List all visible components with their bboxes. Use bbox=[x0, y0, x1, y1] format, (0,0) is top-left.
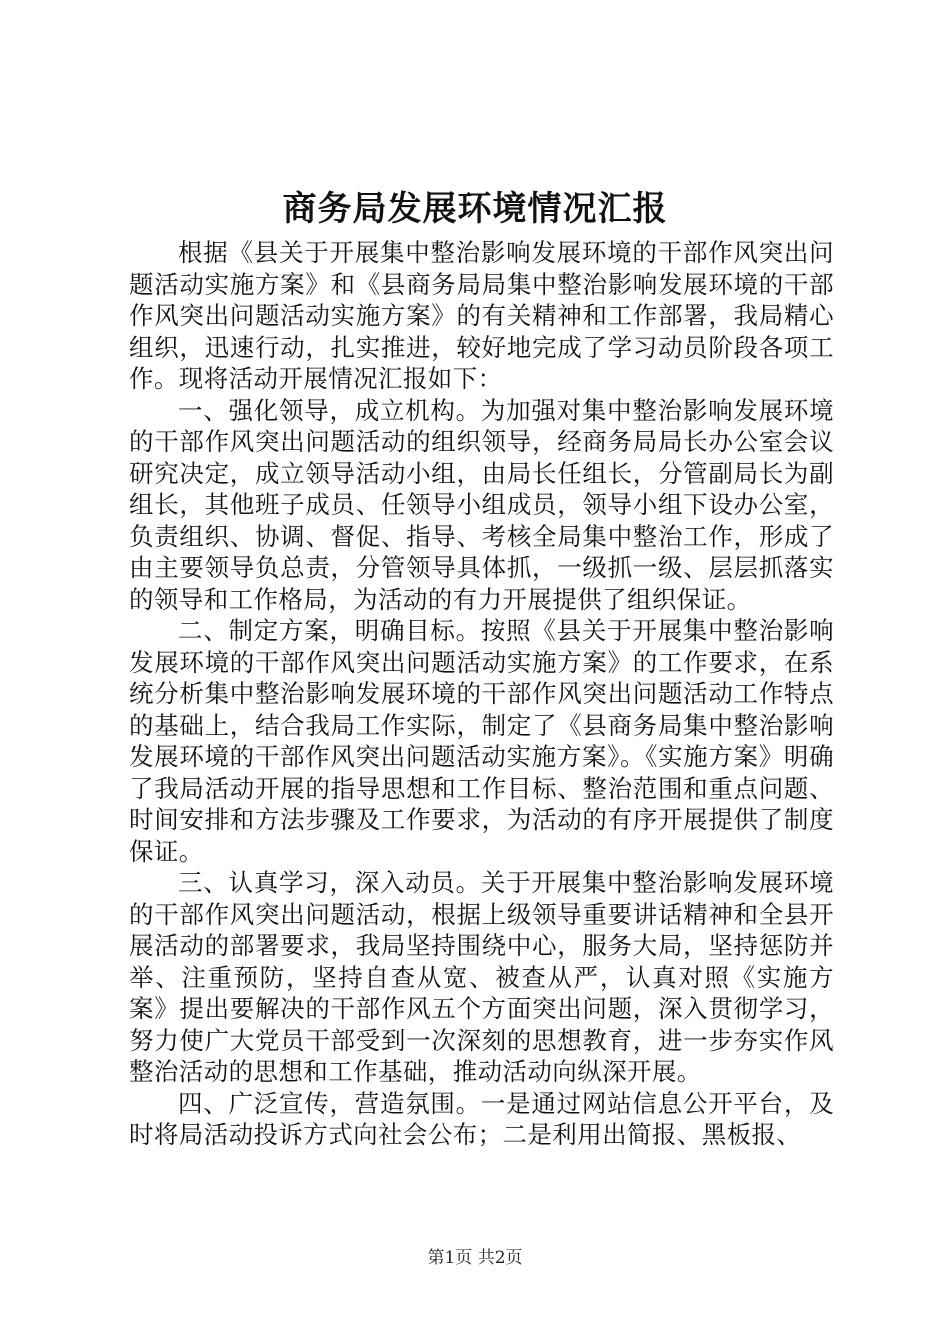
paragraph-section-2: 二、制定方案，明确目标。按照《县关于开展集中整治影响发展环境的干部作风突出问题活动实施方案》的工作要求，在系统分析集中整治影响发展环境的干部作风突出问题活动工作特点的基础上，结合我局工作实际，制定了《县商务局集中整治影响发展环境的干部作风突出问题活动实施方案》。《实施方案》明确了我局活动开展的指导思想和工作目标、整治范围和重点问题、时间安排和方法步骤及工作要求，为活动的有序开展提供了制度保证。 bbox=[129, 616, 834, 866]
paragraph-intro: 根据《县关于开展集中整治影响发展环境的干部作风突出问题活动实施方案》和《县商务局局集中整治影响发展环境的干部作风突出问题活动实施方案》的有关精神和工作部署，我局精心组织，迅速行动，扎实推进，较好地完成了学习动员阶段各项工作。现将活动开展情况汇报如下： bbox=[129, 238, 834, 393]
document-body bbox=[129, 237, 834, 1151]
page-number-footer: 第1页 共2页 bbox=[427, 1248, 523, 1268]
paragraph-section-3: 三、认真学习，深入动员。关于开展集中整治影响发展环境的干部作风突出问题活动，根据上级领导重要讲话精神和全县开展活动的部署要求，我局坚持围绕中心，服务大局，坚持惩防并举、注重预防，坚持自查从宽、被查从严，认真对照《实施方案》提出要解决的干部作风五个方面突出问题，深入贯彻学习，努力使广大党员干部受到一次深刻的思想教育，进一步夯实作风整治活动的思想和工作基础，推动活动向纵深开展。 bbox=[129, 868, 834, 1086]
document-title: 商务局发展环境情况汇报 bbox=[282, 189, 668, 229]
paragraph-section-4: 四、广泛宣传，营造氛围。一是通过网站信息公开平台，及时将局活动投诉方式向社会公布；二是利用出简报、黑板报、 bbox=[129, 1088, 834, 1149]
paragraph-section-1: 一、强化领导，成立机构。为加强对集中整治影响发展环境的干部作风突出问题活动的组织领导，经商务局局长办公室会议研究决定，成立领导活动小组，由局长任组长，分管副局长为副组长，其他班子成员、任领导小组成员，领导小组下设办公室，负责组织、协调、督促、指导、考核全局集中整治工作，形成了由主要领导负总责，分管领导具体抓，一级抓一级、层层抓落实的领导和工作格局，为活动的有力开展提供了组织保证。 bbox=[129, 395, 834, 614]
